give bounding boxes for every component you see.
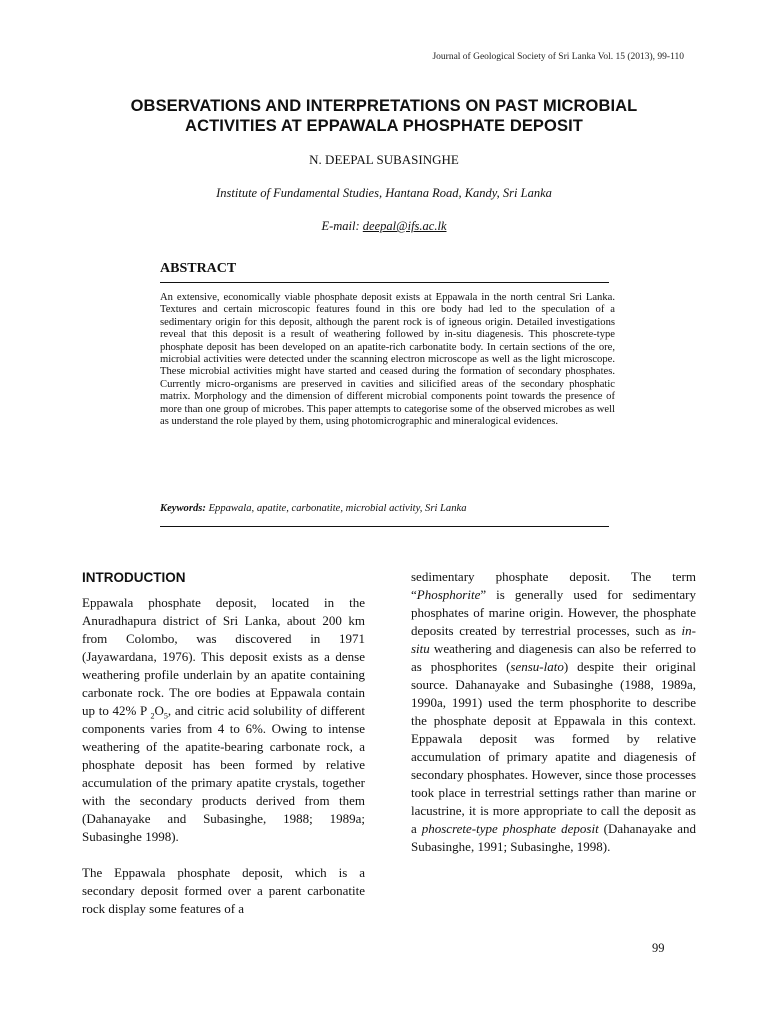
keywords-list: Eppawala, apatite, carbonatite, microbial activity, Sri Lanka (208, 503, 467, 514)
left-column (82, 594, 365, 918)
intro-paragraph-2: The Eppawala phosphate deposit, which is a secondary deposit formed over a parent carbonatite rock display some features of a (82, 865, 365, 916)
title-line-2: ACTIVITIES AT EPPAWALA PHOSPHATE DEPOSIT (185, 117, 583, 135)
journal-citation: Journal of Geological Society of Sri Lanka Vol. 15 (2013), 99-110 (432, 52, 684, 62)
keywords-label: Keywords: (160, 503, 206, 514)
author-name: N. DEEPAL SUBASINGHE (309, 152, 459, 167)
abstract-top-rule (160, 282, 609, 283)
page-number: 99 (652, 941, 665, 955)
keywords (160, 503, 615, 514)
author-email (0, 219, 768, 234)
email-label: E-mail: (321, 219, 360, 233)
abstract-bottom-rule (160, 526, 609, 527)
abstract-heading: ABSTRACT (160, 261, 237, 276)
right-column (411, 568, 696, 856)
email-link[interactable]: deepal@ifs.ac.lk (362, 219, 447, 233)
intro-paragraph-3: sedimentary phosphate deposit. The term “Phosphorite” is generally used for sedimentary phosphates of marine origin. However, the phosphate deposits created by terrestrial processes, such as in-situ weathering and diagenesis can also be referred to as phosphorites (sensu-lato) despite their original source. Dahanayake and Subasinghe (1988, 1989a, 1990a, 1991) used the term phosphorite to describe the phosphate deposit at Eppawala in this context. Eppawala deposit was formed by relative accumulation of primary apatite and diagenesis of secondary phosphates. However, since those processes took place in terrestrial settings rather than marine or lacustrine, it is more appropriate to call the deposit as a phoscrete-type phosphate deposit (Dahanayake and Subasinghe, 1991; Subasinghe, 1998). (411, 569, 696, 854)
author-affiliation: Institute of Fundamental Studies, Hantana Road, Kandy, Sri Lanka (216, 186, 552, 200)
intro-paragraph-1: Eppawala phosphate deposit, located in the Anuradhapura district of Sri Lanka, about 200 km from Colombo, was discovered in 1971 (Jayawardana, 1976). This deposit exists as a dense weathering profile underlain by an apatite containing carbonate rock. The ore bodies at Eppawala contain up to 42% P $_2O_5$, and citric acid solubility of different components varies from 4 to 6%. Owing to intense weathering of the apatite-bearing carbonate rock, a phosphate deposit has been formed by relative accumulation of the primary apatite crystals, together with the secondary products derived from them (Dahanayake and Subasinghe, 1988; 1989a; Subasinghe 1998). (82, 595, 365, 844)
paper-title (80, 96, 688, 136)
abstract-body: An extensive, economically viable phosphate deposit exists at Eppawala in the north central Sri Lanka. Textures and certain microscopic features found in this ore body had led to the speculation of a sedimentary origin for this deposit, although the parent rock is of igneous origin. Detailed investigations reveal that this deposit is a result of weathering followed by in-situ diagenesis. This phoscrete-type phosphate deposit has been developed on an apatite-rich carbonatite body. In certain sections of the ore, microbial activities were detected under the scanning electron microscope as well as the light microscope. These microbial activities might have started and ceased during the formation of secondary phosphates. Currently micro-organisms are preserved in cavities and silicified areas of the secondary phosphatic matrix. Morphology and the dimension of different microbial components point towards the presence of more than one group of microbes. This paper attempts to categorise some of the observed microbes as well as understand the role played by them, using photomicrographic and mineralogical evidences. (160, 292, 615, 428)
introduction-heading: INTRODUCTION (82, 570, 186, 585)
title-line-1: OBSERVATIONS AND INTERPRETATIONS ON PAST MICROBIAL (130, 97, 638, 115)
